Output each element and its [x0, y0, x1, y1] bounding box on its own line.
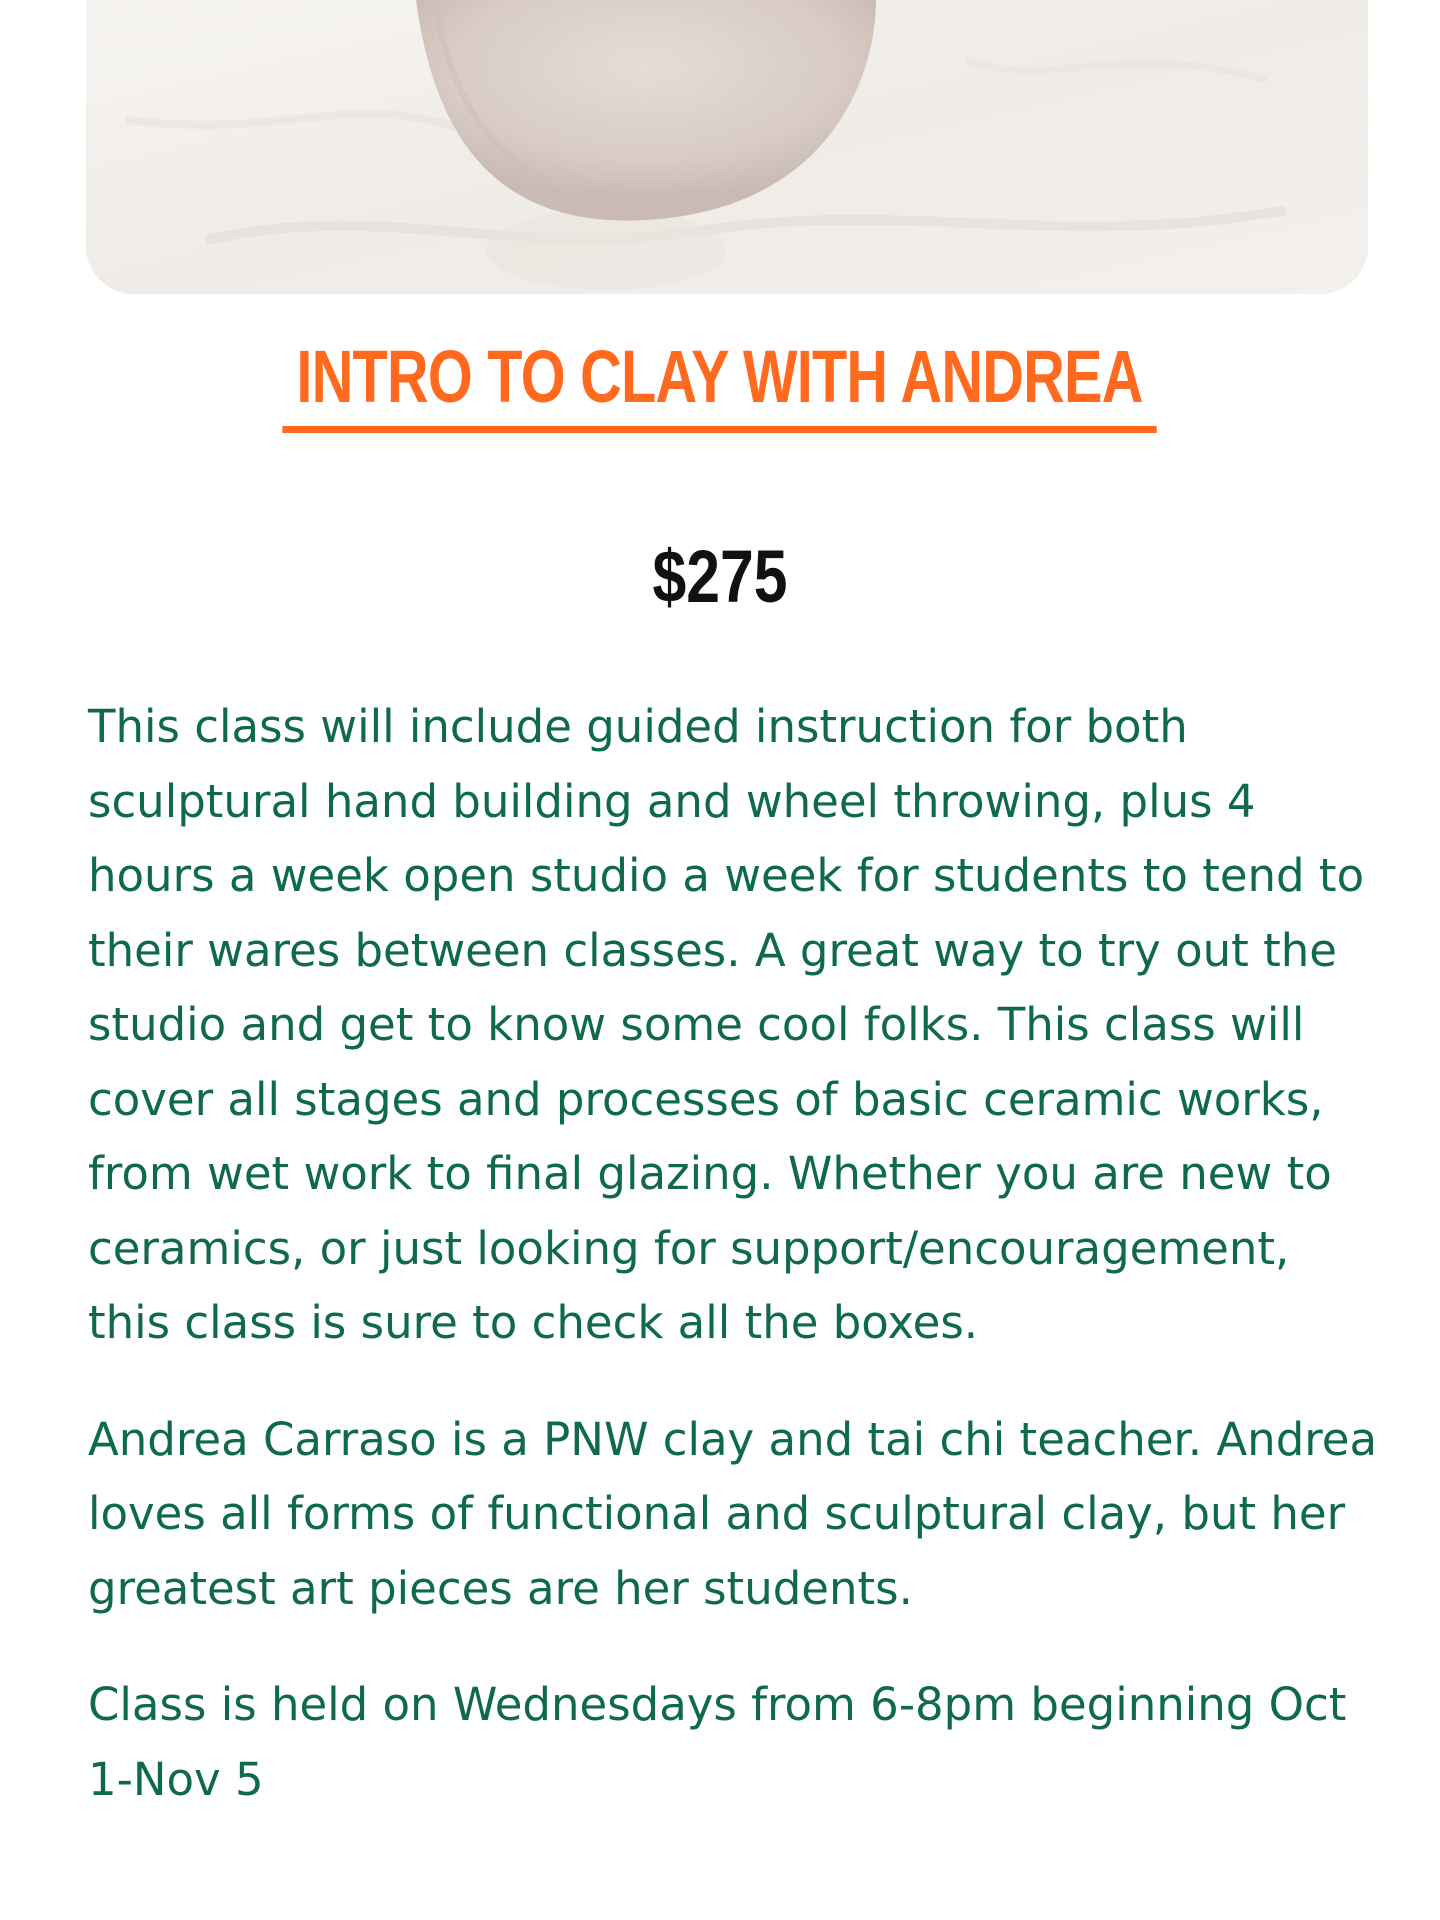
clay-bowl-image — [86, 0, 1368, 294]
hero-image — [86, 0, 1368, 294]
course-description: This class will include guided instruction for both sculptural hand building and wheel throwing, plus 4 hours a week open studio a week for students to tend to their wares between classes. A great way to try out the studio and get to know some cool folks. This class will cover all stages and processes of basic ceramic works, from wet work to final glazing. Whether you are new to ceramics, or just looking for support/encouragement, this class is sure to check all the boxes. — [88, 700, 1365, 1349]
course-details — [88, 690, 1378, 1817]
course-title: INTRO TO CLAY WITH ANDREA — [283, 340, 1157, 433]
course-price: $275 — [652, 535, 788, 618]
course-title-container — [0, 335, 1440, 433]
instructor-bio: Andrea Carraso is a PNW clay and tai chi teacher. Andrea loves all forms of functional and sculptural clay, but her greatest art pieces are her students. — [88, 1412, 1378, 1615]
class-schedule: Class is held on Wednesdays from 6-8pm beginning Oct 1-Nov 5 — [88, 1678, 1347, 1806]
